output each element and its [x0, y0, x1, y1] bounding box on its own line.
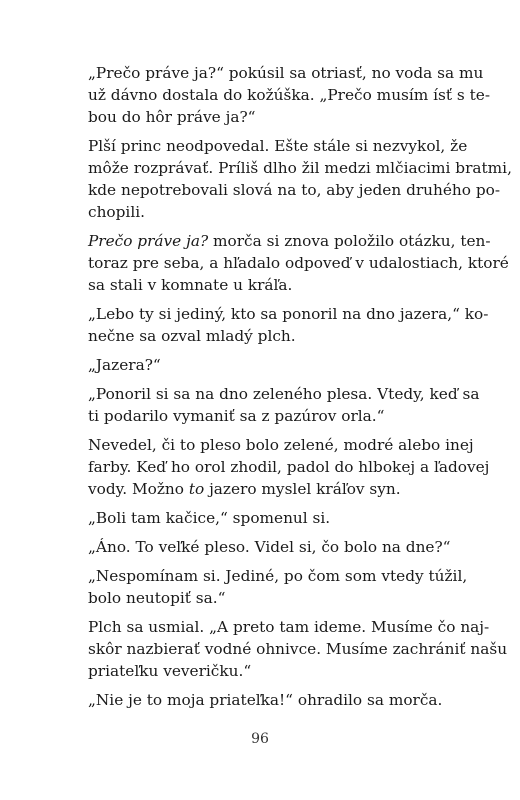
text-line: ti podarilo vymaniť sa z pazúrov orla.“	[88, 407, 385, 425]
page-body	[88, 62, 512, 711]
text-line: bou do hôr práve ja?“	[88, 108, 256, 126]
text-line: Plch sa usmial. „A preto tam ideme. Musíme čo naj-	[88, 618, 490, 636]
text-line: sa stali v komnate u kráľa.	[88, 276, 293, 294]
text-line: „Ponoril si sa na dno zeleného plesa. Vtedy, keď sa	[88, 385, 480, 403]
text-line: už dávno dostala do kožúška. „Prečo musím ísť s te-	[88, 86, 490, 104]
paragraph	[88, 354, 436, 376]
text-line: skôr nazbierať vodné ohnivce. Musíme zachrániť našu	[88, 640, 508, 658]
text-line: toraz pre seba, a hľadalo odpoveď v udalostiach, ktoré	[88, 254, 509, 272]
paragraph	[88, 507, 436, 529]
text-line: vody. Možno to jazero myslel kráľov syn.	[88, 480, 401, 498]
paragraph	[88, 62, 490, 128]
text-line: „Lebo ty si jediný, kto sa ponoril na dno jazera,“ ko-	[88, 305, 489, 323]
paragraph	[88, 689, 443, 711]
paragraph	[88, 536, 451, 558]
paragraph	[88, 565, 468, 609]
text-line: „Prečo práve ja?“ pokúsil sa otriasť, no voda sa mu	[88, 64, 484, 82]
text-line: „Nespomínam si. Jediné, po čom som vtedy túžil,	[88, 567, 468, 585]
text-line: „Nie je to moja priateľka!“ ohradilo sa morča.	[88, 691, 443, 709]
paragraph	[88, 616, 508, 682]
text-line: Nevedel, či to pleso bolo zelené, modré alebo inej	[88, 436, 474, 454]
paragraph	[88, 434, 490, 500]
paragraph	[88, 303, 489, 347]
text-line: priateľku veveričku.“	[88, 662, 252, 680]
text-line: chopili.	[88, 203, 145, 221]
text-line: farby. Keď ho orol zhodil, padol do hlbokej a ľadovej	[88, 458, 490, 476]
paragraph	[88, 230, 509, 296]
text-line: „Jazera?“	[88, 356, 161, 374]
paragraph	[88, 383, 480, 427]
text-line: kde nepotrebovali slová na to, aby jeden druhého po-	[88, 181, 501, 199]
text-line: bolo neutopiť sa.“	[88, 589, 226, 607]
page-number: 96	[251, 731, 269, 747]
text-line: Plší princ neodpovedal. Ešte stále si nezvykol, že	[88, 137, 468, 155]
paragraph	[88, 135, 512, 223]
text-line: „Boli tam kačice,“ spomenul si.	[88, 509, 331, 527]
text-line: môže rozprávať. Príliš dlho žil medzi mlčiacimi bratmi,	[88, 159, 512, 177]
text-line: Prečo práve ja? morča si znova položilo otázku, ten-	[88, 232, 491, 250]
text-line: „Áno. To veľké pleso. Videl si, čo bolo na dne?“	[88, 538, 451, 556]
text-line: nečne sa ozval mladý plch.	[88, 327, 296, 345]
